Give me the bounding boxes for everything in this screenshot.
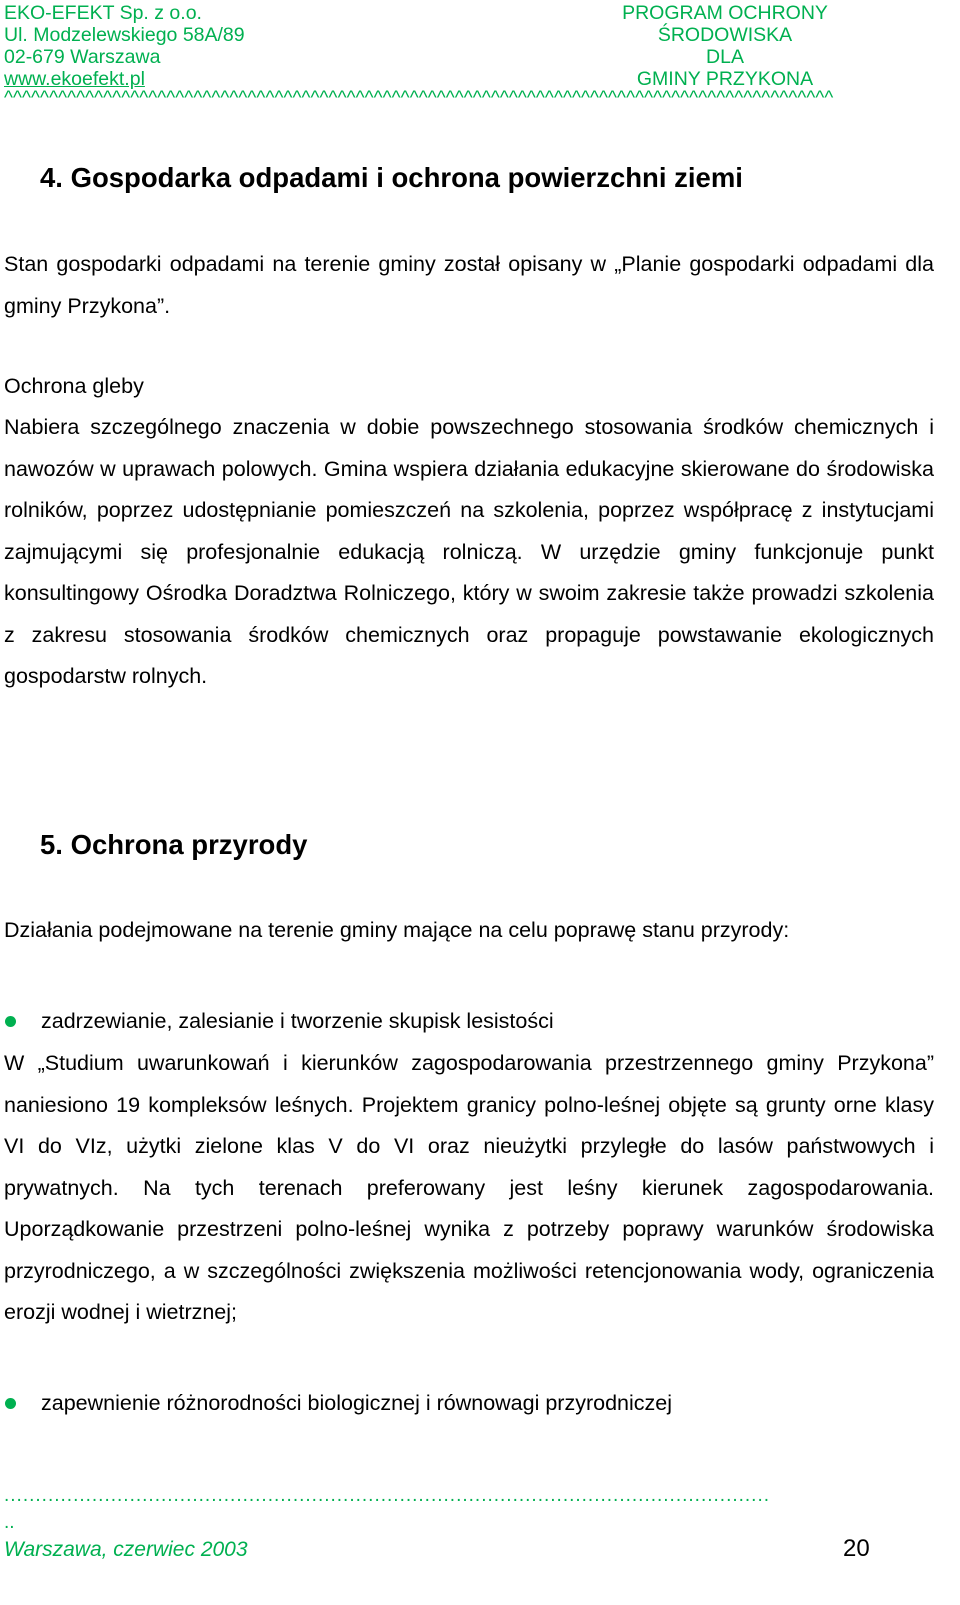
section5-intro: Działania podejmowane na terenie gminy mające na celu poprawę stanu przyrody: [4,918,790,942]
section4-intro: Stan gospodarki odpadami na terenie gminy został opisany w „Planie gospodarki odpadami dla gminy Przykona”. [4,252,934,318]
program-title [555,2,895,90]
company-website-link[interactable]: www.ekoefekt.pl [4,68,145,90]
footer-separator: .......................................................................................................................... [4,1485,771,1506]
company-city: 02-679 Warszawa [4,46,161,68]
footer-separator-end: .. [4,1512,15,1533]
page-number: 20 [843,1535,870,1562]
footer-date: Warszawa, czerwiec 2003 [4,1538,248,1561]
bullet-icon [5,1398,16,1409]
soil-protection-subheading: Ochrona gleby [4,374,144,398]
program-title-line1: PROGRAM OCHRONY ŚRODOWISKA [622,2,828,46]
afforestation-body: W „Studium uwarunkowań i kierunków zagospodarowania przestrzennego gminy Przykona” naniesiono 19 kompleksów leśnych. Projektem granicy polno-leśnej objęte są grunty orne klasy VI do VIz, użytki zielone klas V do VI oraz nieużytki przyległe do lasów państwowych i prywatnych. Na tych terenach preferowany jest leśny kierunek zagospodarowania. Uporządkowanie przestrzeni polno-leśnej wynika z potrzeby poprawy warunków środowiska przyrodniczego, a w szczególności zwiększenia możliwości retencjonowania wody, ograniczenia erozji wodnej i wietrznej; [4,1051,934,1324]
bullet-icon [5,1016,16,1027]
page-header [0,0,960,110]
bullet-afforestation-text: zadrzewianie, zalesianie i tworzenie skupisk lesistości [41,1009,554,1033]
company-name: EKO-EFEKT Sp. z o.o. [4,2,202,24]
company-street: Ul. Modzelewskiego 58A/89 [4,24,245,46]
bullet-biodiversity-text: zapewnienie różnorodności biologicznej i równowagi przyrodniczej [41,1391,673,1415]
program-title-line3: GMINY PRZYKONA [636,68,814,90]
section4-heading: 4. Gospodarka odpadami i ochrona powierzchni ziemi [40,162,743,193]
program-title-line2: DLA [706,46,744,68]
header-separator: ^^^^^^^^^^^^^^^^^^^^^^^^^^^^^^^^^^^^^^^^^^^^^^^^^^^^^^^^^^^^^^^^^^^^^^^^^^^^^^^^^^^^^^^^^^^^ [4,88,834,109]
section5-heading: 5. Ochrona przyrody [40,829,308,860]
soil-protection-body: Nabiera szczególnego znaczenia w dobie powszechnego stosowania środków chemicznych i nawozów w uprawach polowych. Gmina wspiera działania edukacyjne skierowane do środowiska rolników, poprzez udostępnianie pomieszczeń na szkolenia, poprzez współpracę z instytucjami zajmującymi się profesjonalnie edukacją rolniczą. W urzędzie gminy funkcjonuje punkt konsultingowy Ośrodka Doradztwa Rolniczego, który w swoim zakresie także prowadzi szkolenia z zakresu stosowania środków chemicznych oraz propaguje powstawanie ekologicznych gospodarstw rolnych. [4,415,934,688]
company-info [4,2,245,90]
